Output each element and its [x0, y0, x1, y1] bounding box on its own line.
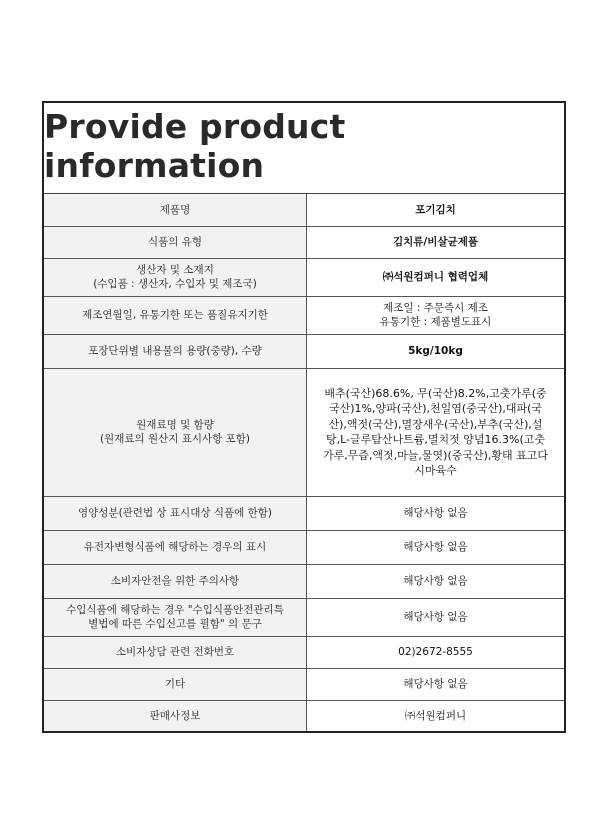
row-value: [307, 668, 565, 700]
label-line: 판매사정보: [149, 709, 201, 722]
table-row: [44, 194, 564, 226]
value-line: 포기김치: [415, 203, 456, 216]
row-label: [44, 226, 307, 258]
table-row: [44, 258, 564, 296]
row-value: [307, 194, 565, 226]
label-line: 기타: [164, 678, 186, 690]
value-line: 제조일 : 주문즉시 제조: [383, 302, 488, 314]
label-line: (수입품 : 생산자, 수입자 및 제조국): [93, 278, 257, 290]
table-row: [44, 564, 564, 598]
value-line: 해당사항 없음: [403, 507, 468, 519]
row-label: [44, 668, 307, 700]
row-label: [44, 700, 307, 731]
value-line: 배추(국산)68.6%, 무(국산)8.2%,고춧가루(중국산)1%,양파(국산),천일염(중국산),대파(국산),액젓(국산),멸장새우(국산),부추(국산),설탕,L-글루탐산나트륨,멸치젓 양념16.3%(고춧가루,무즙,액젓,마늘,물엿)(중국산),황태 표고다시마육수: [322, 386, 549, 477]
value-line: 유통기한 : 제품별도표시: [379, 316, 492, 328]
label-line: 수입식품에 해당하는 경우 "수입식품안전관리특: [66, 604, 284, 616]
label-line: 별법에 따른 수입신고를 필함" 의 문구: [88, 618, 262, 630]
table-row: [44, 226, 564, 258]
table-row: [44, 700, 564, 731]
row-value: [307, 636, 565, 668]
row-label: [44, 496, 307, 530]
row-value: [307, 296, 565, 334]
table-row: [44, 636, 564, 668]
label-line: 소비자상담 관련 전화번호: [115, 646, 235, 658]
table-row: [44, 598, 564, 636]
row-value: [307, 334, 565, 368]
label-line: 포장단위별 내용물의 용량(중량), 수량: [88, 345, 262, 357]
row-label: [44, 530, 307, 564]
label-line: 식품의 유형: [147, 236, 203, 248]
row-value: [307, 226, 565, 258]
value-line: 해당사항 없음: [403, 611, 468, 623]
table-row: [44, 496, 564, 530]
row-label: [44, 598, 307, 636]
row-value: [307, 530, 565, 564]
title-box: [44, 103, 564, 194]
row-value: [307, 700, 565, 731]
value-line: ㈜석원컴퍼니 협력업체: [382, 271, 489, 283]
row-value: [307, 496, 565, 530]
table-row: [44, 668, 564, 700]
label-line: 생산자 및 소재지: [136, 264, 214, 276]
value-line: 해당사항 없음: [403, 541, 468, 553]
label-line: 유전자변형식품에 해당하는 경우의 표시: [83, 541, 267, 553]
label-line: 제품명: [159, 203, 191, 216]
table-row: [44, 530, 564, 564]
table-row: [44, 368, 564, 496]
row-value: [307, 598, 565, 636]
row-label: [44, 636, 307, 668]
value-line: 해당사항 없음: [403, 575, 468, 587]
row-label: [44, 334, 307, 368]
product-info-table: [44, 194, 564, 731]
ingredients-value: [307, 368, 565, 496]
row-label: [44, 194, 307, 226]
value-line: 김치류/비살균제품: [393, 236, 478, 248]
row-label: [44, 296, 307, 334]
value-line: 해당사항 없음: [403, 678, 468, 690]
label-line: 원재료명 및 함량: [136, 419, 214, 431]
row-value: [307, 564, 565, 598]
value-line: 5kg/10kg: [408, 345, 463, 357]
row-value: [307, 258, 565, 296]
label-line: 소비자안전을 위한 주의사항: [110, 575, 240, 587]
label-line: (원재료의 원산지 표시사항 포함): [99, 433, 251, 445]
table-row: [44, 296, 564, 334]
label-line: 제조연월일, 유통기한 또는 품질유지기한: [82, 309, 268, 321]
row-label: [44, 368, 307, 496]
page-title: Provide product information: [44, 107, 346, 185]
value-line: ㈜석원컴퍼니: [404, 709, 467, 722]
table-row: [44, 334, 564, 368]
row-label: [44, 564, 307, 598]
value-line: 02)2672-8555: [398, 646, 473, 658]
product-info-sheet: [42, 101, 566, 733]
label-line: 영양성분(관련법 상 표시대상 식품에 한함): [78, 507, 272, 519]
row-label: [44, 258, 307, 296]
